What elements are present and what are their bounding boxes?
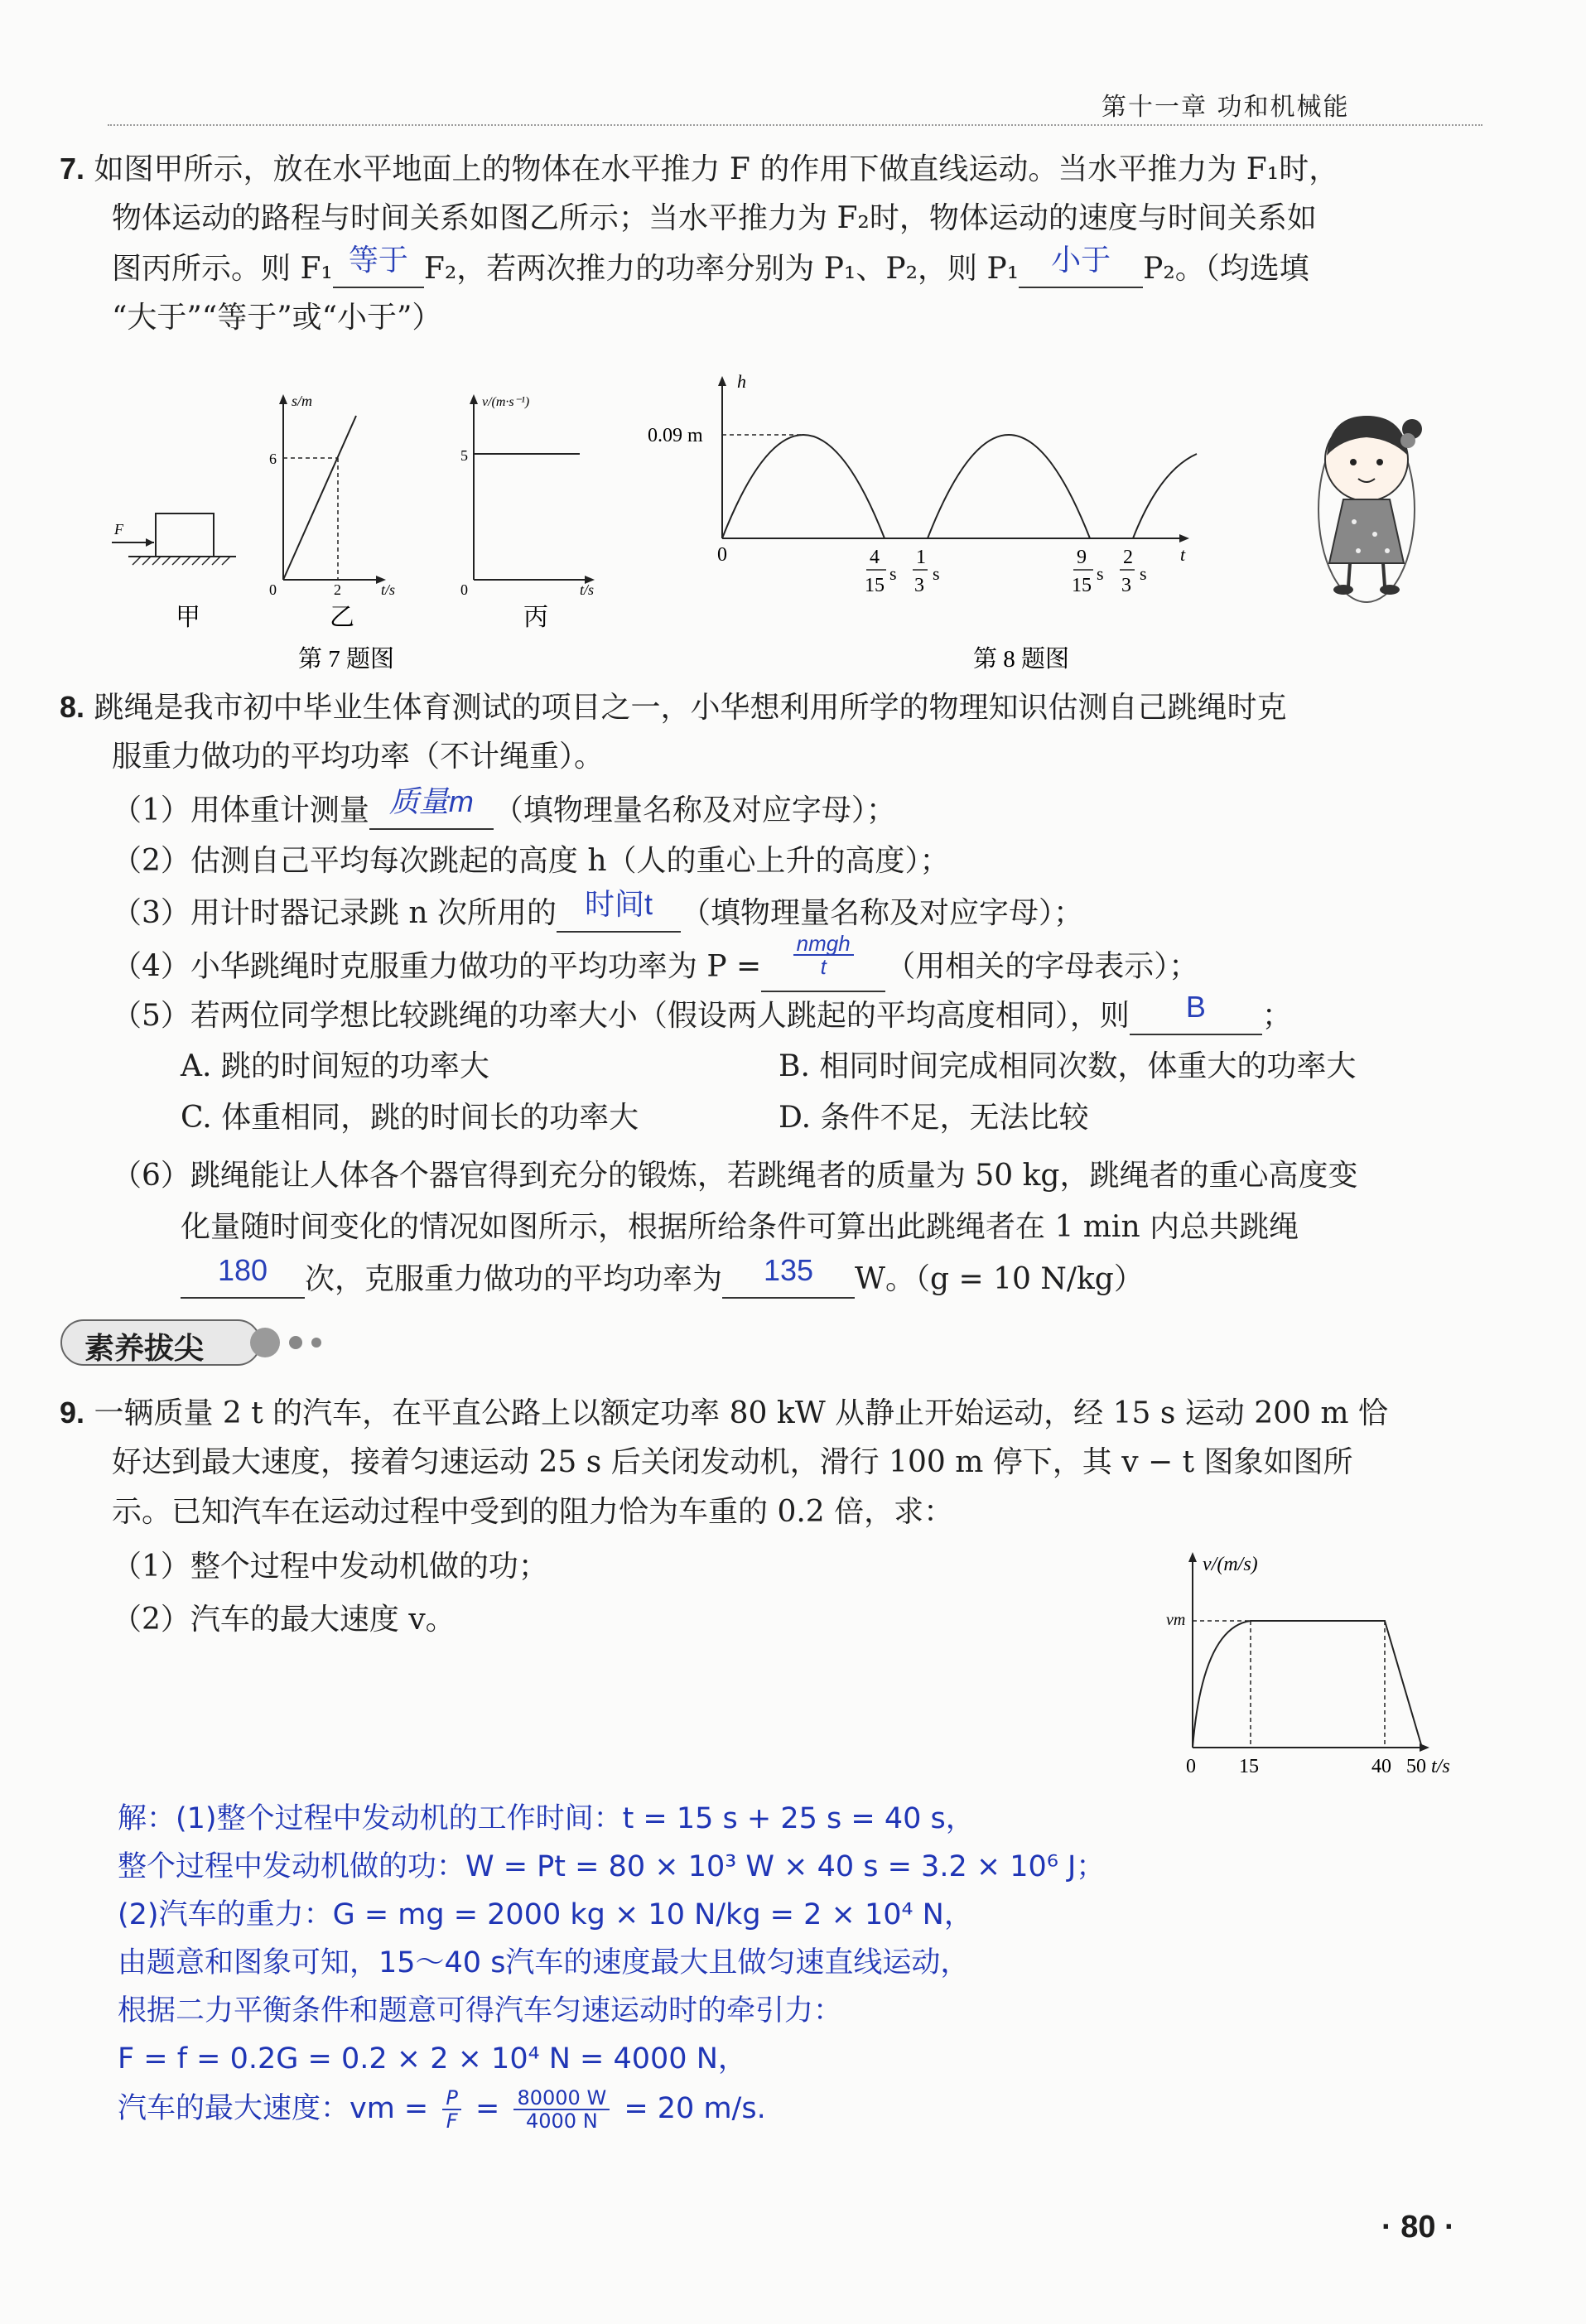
label-yi: 乙 <box>330 604 354 631</box>
yi-tick-6: 6 <box>269 451 277 467</box>
block <box>156 513 214 557</box>
q9-t-label: t/s <box>1431 1756 1450 1777</box>
q9-part2: （2）汽车的最大速度 v。 <box>112 1603 456 1637</box>
q7-line1: 7. 如图甲所示，放在水平地面上的物体在水平推力 F 的作用下做直线运动。当水平推力为 F₁时， <box>60 152 1339 186</box>
q8-option-d: D. 条件不足，无法比较 <box>779 1101 1089 1135</box>
q9-vm-label: vm <box>1166 1611 1186 1629</box>
t-label: t <box>1180 544 1186 565</box>
bing-y-label: v/(m·s⁻¹) <box>482 395 530 409</box>
q8-option-a: A. 跳的时间短的功率大 <box>181 1049 489 1083</box>
label-jia: 甲 <box>176 604 200 631</box>
q8-answer3[interactable]: 时间t <box>557 894 681 933</box>
q7-line2: 物体运动的路程与时间关系如图乙所示；当水平推力为 F₂时，物体运动的速度与时间关系如 <box>112 201 1317 235</box>
ground-hatch <box>133 557 230 565</box>
q8-caption: 第 8 题图 <box>973 646 1070 673</box>
q8-part4: （4）小华跳绳时克服重力做功的平均功率为 P = $\frac{\text{nmgh}}{t}$ （用相关的字母表示）； <box>112 946 1198 992</box>
q7-line3: 图丙所示。则 F₁ 等于 F₂，若两次推力的功率分别为 P₁、P₂，则 P₁ 小于 P₂。（均选填 <box>112 250 1309 288</box>
q7-answer1[interactable]: 等于 <box>333 250 424 288</box>
svg-text:1: 1 <box>916 547 926 568</box>
q8-answer4[interactable]: $\frac{\text{nmgh}}{t}$ <box>761 946 885 992</box>
q8-part2: （2）估测自己平均每次跳起的高度 h（人的重心上升的高度）； <box>112 844 950 878</box>
svg-text:4: 4 <box>870 547 880 568</box>
q9-v-label: v/(m/s) <box>1203 1554 1258 1575</box>
q8-part6-line2: 化量随时间变化的情况如图所示，根据所给条件可算出此跳绳者在 1 min 内总共跳绳 <box>181 1210 1299 1244</box>
q8-line2: 服重力做功的平均功率（不计绳重）。 <box>112 740 605 774</box>
q8-answer5[interactable]: B <box>1130 997 1262 1035</box>
yi-line <box>283 416 356 580</box>
q9-tick-0: 0 <box>1186 1756 1196 1777</box>
svg-text:s: s <box>889 563 897 584</box>
q9-line1: 9. 一辆质量 2 t 的汽车，在平直公路上以额定功率 80 kW 从静止开始运动，经 15 s 运动 200 m 恰 <box>60 1396 1388 1430</box>
svg-text:s: s <box>1097 563 1104 584</box>
svg-text:15: 15 <box>1072 575 1092 596</box>
section-title: 素养拔尖 <box>84 1332 205 1366</box>
hop-curve-2 <box>928 435 1090 538</box>
svg-text:15: 15 <box>865 575 885 596</box>
svg-text:9: 9 <box>1077 547 1087 568</box>
chapter-header: 第十一章 功和机械能 <box>1102 93 1350 122</box>
solution-line5: 根据二力平衡条件和题意可得汽车匀速运动时的牵引力： <box>118 1994 843 2027</box>
q7-caption: 第 7 题图 <box>298 646 395 673</box>
solution-line1: 解：(1)整个过程中发动机的工作时间：t = 15 s + 25 s = 40 s， <box>118 1802 975 1835</box>
origin: 0 <box>717 544 727 566</box>
q8-part5: （5）若两位同学想比较跳绳的功率大小（假设两人跳起的平均高度相同），则 B ； <box>112 997 1292 1035</box>
page-number: · 80 · <box>1381 2210 1455 2244</box>
q8-part3: （3）用计时器记录跳 n 次所用的 时间t （填物理量名称及对应字母）； <box>112 894 1083 933</box>
yi-origin: 0 <box>269 581 277 598</box>
svg-text:s: s <box>1140 563 1147 584</box>
q9-part1: （1）整个过程中发动机做的功； <box>112 1550 548 1584</box>
bing-x-label: t/s <box>580 581 595 598</box>
svg-text:s: s <box>933 563 940 584</box>
svg-text:2: 2 <box>1123 547 1133 568</box>
solution-line6: F = f = 0.2G = 0.2 × 2 × 10⁴ N = 4000 N， <box>118 2042 747 2076</box>
q9-number: 9. <box>60 1396 85 1430</box>
svg-text:3: 3 <box>1121 575 1131 596</box>
bing-tick-5: 5 <box>460 447 468 464</box>
q8-number: 8. <box>60 690 85 724</box>
q7-answer2[interactable]: 小于 <box>1019 250 1143 288</box>
q8-part6-line3: 180 次，克服重力做功的平均功率为 135 W。（g = 10 N/kg） <box>181 1261 1144 1299</box>
q8-answer6b[interactable]: 135 <box>722 1261 855 1299</box>
h-value: 0.09 m <box>648 425 703 446</box>
header-divider <box>108 124 1482 126</box>
q9-tick-40: 40 <box>1371 1756 1391 1777</box>
q8-option-b: B. 相同时间完成相同次数，体重大的功率大 <box>779 1049 1357 1083</box>
vt-curve <box>1193 1621 1422 1748</box>
solution-line3: (2)汽车的重力：G = mg = 2000 kg × 10 N/kg = 2 × 10⁴ N， <box>118 1898 973 1931</box>
solution-line7: 汽车的最大速度：vm = $\frac{P}{F}$ = $\frac{80000 W}{4000 N} = 20$ m/s. <box>118 2086 766 2133</box>
q8-answer6a[interactable]: 180 <box>181 1261 305 1299</box>
q8-part6-line1: （6）跳绳能让人体各个器官得到充分的锻炼，若跳绳者的质量为 50 kg，跳绳者的重心高度变 <box>112 1159 1358 1193</box>
t-ticks <box>865 547 1147 596</box>
h-label: h <box>737 371 746 392</box>
q9-tick-50: 50 <box>1406 1756 1426 1777</box>
q7-fig-yi <box>269 393 395 631</box>
hop-curve-1 <box>722 435 885 538</box>
yi-tick-2: 2 <box>334 581 341 598</box>
q8-answer1[interactable]: 质量m <box>369 792 494 830</box>
q8-part1: （1）用体重计测量 质量m （填物理量名称及对应字母）； <box>112 792 896 830</box>
q7-line4: “大于”“等于”或“小于”） <box>112 301 442 335</box>
q9-tick-15: 15 <box>1239 1756 1259 1777</box>
q7-number: 7. <box>60 152 85 186</box>
yi-x-label: t/s <box>381 581 396 598</box>
q8-figure <box>629 364 1491 679</box>
q7-figure <box>99 381 613 679</box>
yi-y-label: s/m <box>292 393 313 409</box>
solution-line4: 由题意和图象可知，15～40 s汽车的速度最大且做匀速直线运动， <box>118 1946 970 1979</box>
force-label: F <box>114 521 123 538</box>
q9-line3: 示。已知汽车在运动过程中受到的阻力恰为车重的 0.2 倍，求： <box>112 1495 954 1529</box>
q8-option-c: C. 体重相同，跳的时间长的功率大 <box>181 1101 639 1135</box>
solution-line2: 整个过程中发动机做的功：W = Pt = 80 × 10³ W × 40 s = 3.2 × 10⁶ J； <box>118 1850 1106 1883</box>
label-bing: 丙 <box>523 604 548 631</box>
q9-figure <box>1151 1540 1482 1789</box>
q7-fig-jia <box>112 513 236 631</box>
force-arrowhead <box>146 538 154 547</box>
jump-rope-girl-illustration <box>1318 416 1422 602</box>
q9-line2: 好达到最大速度，接着匀速运动 25 s 后关闭发动机，滑行 100 m 停下，其 v − t 图象如图所 <box>112 1445 1353 1479</box>
q8-line1: 8. 跳绳是我市初中毕业生体育测试的项目之一，小华想利用所学的物理知识估测自己跳绳时克 <box>60 690 1287 725</box>
bing-origin: 0 <box>460 581 468 598</box>
svg-text:3: 3 <box>914 575 924 596</box>
girl-dress <box>1329 499 1404 563</box>
q7-fig-bing <box>460 394 595 631</box>
hop-curve-3 <box>1133 454 1197 538</box>
